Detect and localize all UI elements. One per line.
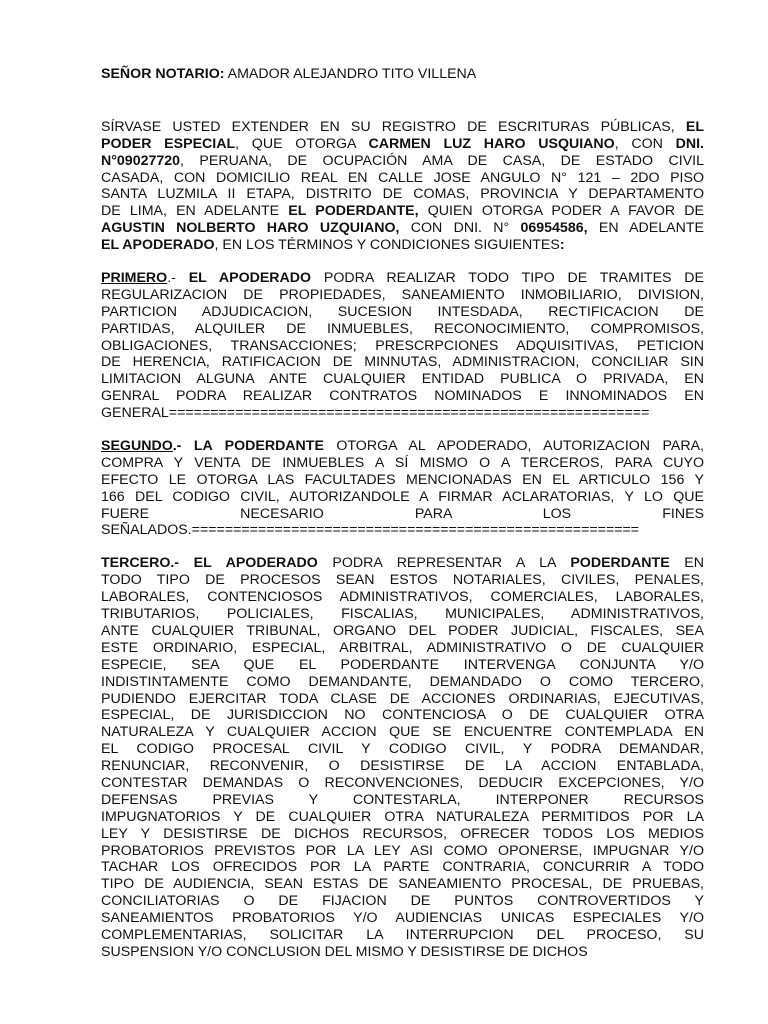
text: FUERE NECESARIO PARA LOS FINES xyxy=(101,505,704,522)
text: RENUNCIAR, RECONVENIR, O DESISTIRSE DE LA ACCION ENTABLADA, xyxy=(101,758,704,775)
tercero-line xyxy=(101,707,704,724)
text: CASADA, CON DOMICILIO REAL EN CALLE JOSE ANGULO N° 121 – 2DO PISO xyxy=(101,169,704,186)
tercero-line xyxy=(101,741,704,758)
text: DEFENSAS PREVIAS Y CONTESTARLA, INTERPONER RECURSOS xyxy=(101,791,704,808)
bold-text: .- LA PODERDANTE xyxy=(172,438,324,455)
text: COMPLEMENTARIAS, SOLICITAR LA INTERRUPCION DEL PROCESO, SU xyxy=(101,926,704,943)
text: EFECTO LE OTORGA LAS FACULTADES MENCIONADAS EN EL ARTICULO 156 Y xyxy=(101,471,704,488)
text: PODRA REALIZAR TODO TIPO DE TRAMITES DE xyxy=(311,270,705,287)
text: GENERAL========================================================== xyxy=(101,405,650,422)
segundo-line xyxy=(101,455,704,472)
tercero-line xyxy=(101,775,704,792)
text: LABORALES, CONTENCIOSOS ADMINISTRATIVOS, COMERCIALES, LABORALES, xyxy=(101,589,704,606)
segundo-line xyxy=(101,506,704,523)
bold-text: DNI. xyxy=(675,135,704,152)
tercero-line xyxy=(101,944,704,961)
text: PUDIENDO EJERCITAR TODA CLASE DE ACCIONES ORDINARIAS, EJECUTIVAS, xyxy=(101,690,704,707)
intro-line xyxy=(101,136,704,153)
bold-text: AGUSTIN NOLBERTO HARO UZQUIANO, xyxy=(101,220,400,237)
bold-text: EL PODERDANTE, xyxy=(288,203,419,220)
text: LIMITACION ALGUNA ANTE CUALQUIER ENTIDAD PUBLICA O PRIVADA, EN xyxy=(101,371,704,388)
intro-line xyxy=(101,153,704,170)
text: , CON xyxy=(614,135,676,152)
tercero-line xyxy=(101,572,704,589)
tercero-line xyxy=(101,623,704,640)
text: EL CODIGO PROCESAL CIVIL Y CODIGO CIVIL, Y PODRA DEMANDAR, xyxy=(101,741,704,758)
tercero-line xyxy=(101,657,704,674)
primero-line xyxy=(101,405,704,422)
intro-paragraph xyxy=(101,119,704,254)
text: DE LIMA, EN ADELANTE xyxy=(101,203,289,220)
document-page xyxy=(101,66,704,961)
intro-line xyxy=(101,220,704,237)
tercero-line xyxy=(101,893,704,910)
bold-text: EL APODERADO xyxy=(188,270,312,287)
text: GENRAL PODRA REALIZAR CONTRATOS NOMINADOS E INNOMINADOS EN xyxy=(101,388,704,405)
bold-text: EL APODERADO xyxy=(101,237,215,254)
segundo-line xyxy=(101,489,704,506)
intro-line xyxy=(101,170,704,187)
text: , QUE OTORGA xyxy=(235,135,369,152)
text: TACHAR LOS OFRECIDOS POR LA PARTE CONTRARIA, CONCURRIR A TODO xyxy=(101,859,704,876)
text: PARTIDAS, ALQUILER DE INMUEBLES, RECONOCIMIENTO, COMPROMISOS, xyxy=(101,320,704,337)
text: EN ADELANTE xyxy=(587,220,704,237)
tercero-line xyxy=(101,843,704,860)
text: TIPO DE AUDIENCIA, SEAN ESTAS DE SANEAMIENTO PROCESAL, DE PRUEBAS, xyxy=(101,876,704,893)
tercero-line xyxy=(101,674,704,691)
tercero-line xyxy=(101,691,704,708)
clause-primero xyxy=(101,270,704,422)
tercero-line xyxy=(101,555,704,572)
primero-line xyxy=(101,304,704,321)
tercero-line xyxy=(101,826,704,843)
text: SEÑALADOS.====================================================== xyxy=(101,522,640,539)
tercero-line xyxy=(101,927,704,944)
text: DE HERENCIA, RATIFICACION DE MINNUTAS, ADMINISTRACION, CONCILIAR SIN xyxy=(101,354,704,371)
text: PODRA REPRESENTAR A LA xyxy=(317,555,571,572)
text: INDISTINTAMENTE COMO DEMANDANTE, DEMANDADO O COMO TERCERO, xyxy=(101,673,704,690)
addressee-label: SEÑOR NOTARIO: xyxy=(101,66,225,82)
text: ESPECIE, SEA QUE EL PODERDANTE INTERVENGA CONJUNTA Y/O xyxy=(101,656,704,673)
text: CON DNI. N° xyxy=(399,220,521,237)
tercero-line xyxy=(101,809,704,826)
text: OBLIGACIONES, TRANSACCIONES; PRESCRPCIONES ADQUISITIVAS, PETICION xyxy=(101,337,704,354)
text: COMPRA Y VENTA DE INMUEBLES A SÍ MISMO O A TERCEROS, PARA CUYO xyxy=(101,454,704,471)
text: CONCILIATORIAS O DE FIJACION DE PUNTOS CONTROVERTIDOS Y xyxy=(101,893,704,910)
bold-text: SEGUNDO xyxy=(101,438,173,455)
text: SANTA LUZMILA II ETAPA, DISTRITO DE COMAS, PROVINCIA Y DEPARTAMENTO xyxy=(101,186,704,203)
text: IMPUGNATORIOS Y DE CUALQUIER OTRA NATURALEZA PERMITIDOS POR LA xyxy=(101,808,704,825)
intro-line xyxy=(101,203,704,220)
text: NATURALEZA Y CUALQUIER ACCION QUE SE ENCUENTRE CONTEMPLADA EN xyxy=(101,724,704,741)
bold-text: 06954586, xyxy=(520,220,588,237)
text: QUIEN OTORGA PODER A FAVOR DE xyxy=(418,203,705,220)
text: , PERUANA, DE OCUPACIÓN AMA DE CASA, DE ESTADO CIVIL xyxy=(180,152,704,169)
tercero-line xyxy=(101,589,704,606)
clause-segundo xyxy=(101,438,704,539)
addressee-line xyxy=(101,66,704,83)
text: EN xyxy=(669,555,704,572)
bold-text: N°09027720 xyxy=(101,152,181,169)
tercero-line xyxy=(101,758,704,775)
primero-line xyxy=(101,287,704,304)
intro-line xyxy=(101,237,704,254)
text: TODO TIPO DE PROCESOS SEAN ESTOS NOTARIALES, CIVILES, PENALES, xyxy=(101,572,704,589)
bold-text: PODERDANTE xyxy=(570,555,670,572)
text: SUSPENSION Y/O CONCLUSION DEL MISMO Y DESISTIRSE DE DICHOS xyxy=(101,943,588,960)
text: CONTESTAR DEMANDAS O RECONVENCIONES, DEDUCIR EXCEPCIONES, Y/O xyxy=(101,774,704,791)
primero-line xyxy=(101,354,704,371)
bold-text: PRIMERO xyxy=(101,270,168,287)
text: LEY Y DESISTIRSE DE DICHOS RECURSOS, OFRECER TODOS LOS MEDIOS xyxy=(101,825,704,842)
bold-text: TERCERO.- EL APODERADO xyxy=(101,555,318,572)
addressee-name: AMADOR ALEJANDRO TITO VILLENA xyxy=(224,66,477,82)
text: ANTE CUALQUIER TRIBUNAL, ORGANO DEL PODER JUDICIAL, FISCALES, SEA xyxy=(101,622,704,639)
tercero-line xyxy=(101,640,704,657)
text: ESPECIAL, DE JURISDICCION NO CONTENCIOSA O DE CUALQUIER OTRA xyxy=(101,707,704,724)
text: 166 DEL CODIGO CIVIL, AUTORIZANDOLE A FIRMAR ACLARATORIAS, Y LO QUE xyxy=(101,488,704,505)
primero-line xyxy=(101,270,704,287)
segundo-line xyxy=(101,522,704,539)
text: .- xyxy=(167,270,189,287)
text: SÍRVASE USTED EXTENDER EN SU REGISTRO DE ESCRITURAS PÚBLICAS, xyxy=(101,118,686,135)
text: TRIBUTARIOS, POLICIALES, FISCALIAS, MUNICIPALES, ADMINISTRATIVOS, xyxy=(101,606,704,623)
clause-tercero xyxy=(101,555,704,960)
intro-line xyxy=(101,119,704,136)
primero-line xyxy=(101,371,704,388)
bold-text: PODER ESPECIAL xyxy=(101,135,236,152)
segundo-line xyxy=(101,472,704,489)
tercero-line xyxy=(101,724,704,741)
text: REGULARIZACION DE PROPIEDADES, SANEAMIENTO INMOBILIARIO, DIVISION, xyxy=(101,286,704,303)
bold-text: : xyxy=(559,237,565,254)
tercero-line xyxy=(101,910,704,927)
primero-line xyxy=(101,321,704,338)
segundo-line xyxy=(101,438,704,455)
tercero-line xyxy=(101,792,704,809)
tercero-line xyxy=(101,876,704,893)
text: OTORGA AL APODERADO, AUTORIZACION PARA, xyxy=(323,438,704,455)
primero-line xyxy=(101,388,704,405)
text: , EN LOS TÉRMINOS Y CONDICIONES SIGUIENTES xyxy=(214,237,560,254)
text: PARTICION ADJUDICACION, SUCESION INTESDADA, RECTIFICACION DE xyxy=(101,303,704,320)
primero-line xyxy=(101,338,704,355)
text: ESTE ORDINARIO, ESPECIAL, ARBITRAL, ADMINISTRATIVO O DE CUALQUIER xyxy=(101,639,704,656)
bold-text: EL xyxy=(685,118,704,135)
text: PROBATORIOS PREVISTOS POR LA LEY ASI COMO OPONERSE, IMPUGNAR Y/O xyxy=(101,842,704,859)
text: SANEAMIENTOS PROBATORIOS Y/O AUDIENCIAS UNICAS ESPECIALES Y/O xyxy=(101,910,704,927)
bold-text: CARMEN LUZ HARO USQUIANO xyxy=(368,135,615,152)
intro-line xyxy=(101,186,704,203)
tercero-line xyxy=(101,606,704,623)
tercero-line xyxy=(101,859,704,876)
